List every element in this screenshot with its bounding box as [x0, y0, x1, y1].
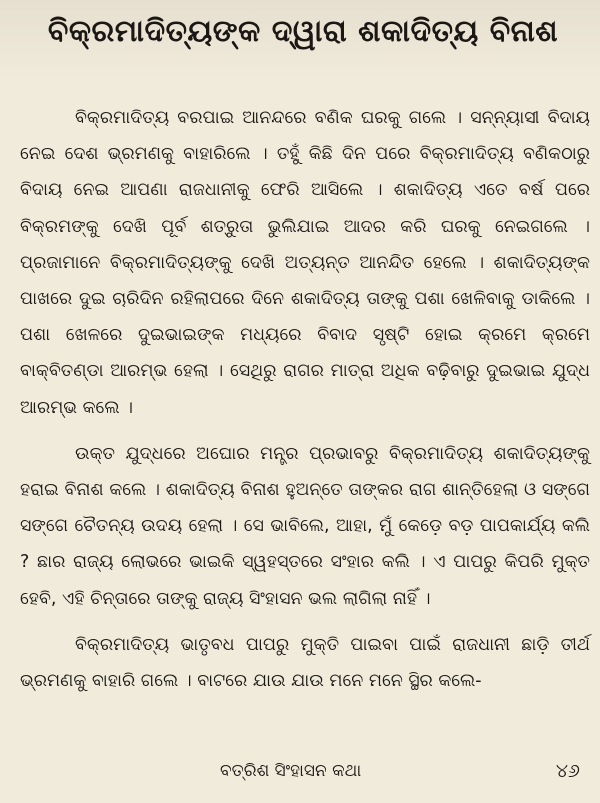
chapter-title: ବିକ୍ରମାଦିତ୍ୟଙ୍କ ଦ୍ୱାରା ଶକାଦିତ୍ୟ ବିନାଶ	[47, 14, 559, 49]
paragraph-1: ବିକ୍ରମାଦିତ୍ୟ ବରପାଇ ଆନନ୍ଦରେ ବଣିକ ଘରକୁ ଗଲେ । ସନ୍ନ୍ୟାସୀ ବିଦାୟ ନେଇ ଦେଶ ଭ୍ରମଣକୁ ବାହାରିଲେ । ତହୁଁ କିଛି ଦିନ ପରେ ବିକ୍ରମାଦିତ୍ୟ ବଣିକଠାରୁ ବିଦାୟ ନେଇ ଆପଣା ରାଜଧାନୀକୁ ଫେରି ଆସିଲେ । ଶକାଦିତ୍ୟ ଏତେ ବର୍ଷ ପରେ ବିକ୍ରମଙ୍କୁ ଦେଖି ପୂର୍ବ ଶତ୍ରୁତା ଭୁଲିଯାଇ ଆଦର କରି ଘରକୁ ନେଇଗଲେ । ପ୍ରଜାମାନେ ବିକ୍ରମାଦିତ୍ୟଙ୍କୁ ଦେଖି ଅତ୍ୟନ୍ତ ଆନନ୍ଦିତ ହେଲେ । ଶକାଦିତ୍ୟଙ୍କ ପାଖରେ ଦୁଇ ଚାରିଦିନ ରହିଲାପରେ ଦିନେ ଶକାଦିତ୍ୟ ତାଙ୍କୁ ପଶା ଖେଳିବାକୁ ଡାକିଲେ । ପଶା ଖେଳରେ ଦୁଇଭାଇଙ୍କ ମଧ୍ୟରେ ବିବାଦ ସୃଷ୍ଟି ହୋଇ କ୍ରମେ କ୍ରମେ ବାକ୍‌ବିତଣ୍ଡା ଆରମ୍ଭ ହେଲା । ସେଥିରୁ ରାଗର ମାତ୍ରା ଅଧିକ ବଢ଼ିବାରୁ ଦୁଇଭାଇ ଯୁଦ୍ଧ ଆରମ୍ଭ କଲେ ।	[20, 108, 590, 418]
paragraph-2: ଉକ୍ତ ଯୁଦ୍ଧରେ ଅଘୋର ମନ୍ତ୍ର ପ୍ରଭାବରୁ ବିକ୍ରମାଦିତ୍ୟ ଶକାଦିତ୍ୟଙ୍କୁ ହରାଇ ବିନାଶ କଲେ । ଶକାଦିତ୍ୟ ବିନାଶ ହୁଅନ୍ତେ ତାଙ୍କର ରାଗ ଶାନ୍ତିହେଲା ଓ ସଙ୍ଗେ ସଙ୍ଗେ ଚୈତନ୍ୟ ଉଦୟ ହେଲା । ସେ ଭାବିଲେ, ଆହା, ମୁଁ କେଡ଼େ ବଡ଼ ପାପକାର୍ଯ୍ୟ କଲି ? ଛାର ରାଜ୍ୟ ଲୋଭରେ ଭାଇକି ସ୍ୱହସ୍ତରେ ସଂହାର କଲି । ଏ ପାପରୁ କିପରି ମୁକ୍ତ ହେବି, ଏହି ଚିନ୍ତାରେ ତାଙ୍କୁ ରାଜ୍ୟ ସିଂହାସନ ଭଲ ଲାଗିଲା ନାହିଁ ।	[20, 443, 590, 609]
page-number: ୪୬	[555, 760, 580, 782]
page-body	[20, 100, 590, 699]
paragraph-3: ବିକ୍ରମାଦିତ୍ୟ ଭାତୃବଧ ପାପରୁ ମୁକ୍ତି ପାଇବା ପାଇଁ ରାଜଧାନୀ ଛାଡ଼ି ତୀର୍ଥ ଭ୍ରମଣକୁ ବାହାରି ଗଲେ । ବାଟରେ ଯାଉ ଯାଉ ମନେ ମନେ ସ୍ଥିର କଲେ-	[20, 634, 590, 692]
book-title: ବତ୍ରିଶ ସିଂହାସନ କଥା	[220, 761, 362, 781]
page-footer	[0, 756, 600, 786]
